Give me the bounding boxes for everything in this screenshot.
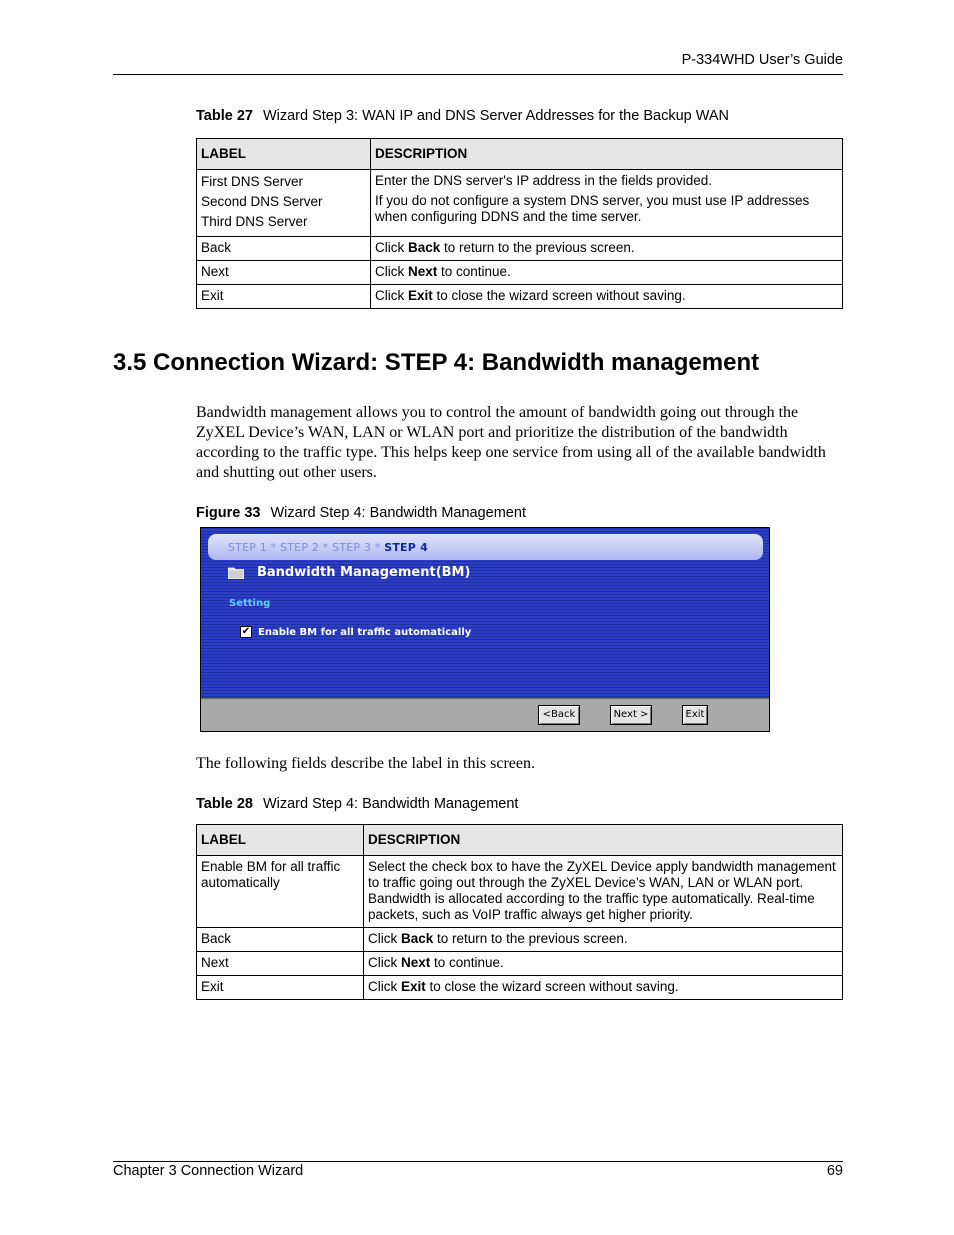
row-label: Enable BM for all traffic automatically: [197, 856, 364, 928]
table-27: [196, 138, 843, 309]
table-28-label: Table 28: [196, 796, 253, 812]
exit-button[interactable]: Exit: [682, 705, 708, 725]
page-header: [113, 50, 843, 75]
description-text: to close the wizard screen without saving.: [425, 979, 679, 994]
table-row: [197, 170, 843, 237]
wizard-screenshot: [200, 527, 770, 732]
row-label: Back: [197, 928, 364, 952]
row-description: [364, 928, 843, 952]
back-button[interactable]: <Back: [538, 705, 580, 725]
screen-title: Bandwidth Management(BM): [257, 565, 471, 580]
enable-bm-label: Enable BM for all traffic automatically: [258, 627, 472, 638]
figure-33-label: Figure 33: [196, 505, 261, 521]
table-27-title: Wizard Step 3: WAN IP and DNS Server Addresses for the Backup WAN: [262, 108, 730, 124]
description-text: to return to the previous screen.: [433, 931, 628, 946]
step-indicator: [228, 541, 428, 554]
description-text: Click: [375, 264, 408, 279]
row-description: [371, 237, 843, 261]
table-28-caption: [196, 796, 518, 812]
column-header-description: DESCRIPTION: [371, 139, 843, 170]
description-text: Click: [375, 288, 408, 303]
row-label: [197, 170, 371, 237]
table-row: [197, 237, 843, 261]
table-row: [197, 856, 843, 928]
row-label: Back: [197, 237, 371, 261]
description-keyword: Back: [408, 240, 441, 255]
description-text: If you do not configure a system DNS server, you must use IP addresses when configuring DDNS and the time server.: [375, 193, 810, 224]
enable-bm-checkbox[interactable]: ✔: [241, 626, 251, 637]
table-row: [197, 285, 843, 309]
row-description: [371, 261, 843, 285]
intro-paragraph: Bandwidth management allows you to control the amount of bandwidth going out through the ZyXEL Device’s WAN, LAN or WLAN port and prioritize the distribution of the bandwidth according to the traffic type. This helps keep one service from using all of the available bandwidth and shutting out other users.: [196, 404, 826, 481]
figure-33-caption: [196, 505, 526, 521]
table-header-row: [197, 139, 843, 170]
step-progress-bar: [208, 534, 763, 560]
row-label: Next: [197, 261, 371, 285]
table-row: [197, 976, 843, 1000]
description-keyword: Exit: [408, 288, 433, 303]
guide-title: P-334WHD User’s Guide: [681, 52, 843, 68]
current-step: STEP 4: [384, 541, 428, 554]
row-description: Select the check box to have the ZyXEL Device apply bandwidth management to traffic going out through the ZyXEL Device’s WAN, LAN or WLAN port. Bandwidth is allocated according to the traffic type automatically. Real-time packets, such as VoIP traffic always get higher priority.: [364, 856, 843, 928]
chapter-title: Chapter 3 Connection Wizard: [113, 1163, 304, 1179]
next-button[interactable]: Next >: [610, 705, 652, 725]
first-dns-label: First DNS Server: [201, 174, 304, 189]
figure-33-title: Wizard Step 4: Bandwidth Management: [270, 505, 526, 521]
row-description: [364, 976, 843, 1000]
description-keyword: Exit: [401, 979, 426, 994]
row-description: [364, 952, 843, 976]
description-keyword: Next: [401, 955, 431, 970]
description-text: Click: [368, 955, 401, 970]
description-text: Click: [368, 979, 401, 994]
table-row: [197, 952, 843, 976]
description-keyword: Next: [408, 264, 438, 279]
row-label: Exit: [197, 285, 371, 309]
row-description: [371, 170, 843, 237]
column-header-label: LABEL: [197, 825, 364, 856]
page-number: 69: [826, 1163, 843, 1179]
folder-icon: [228, 566, 244, 579]
table-header-row: [197, 825, 843, 856]
page-footer: [113, 1161, 843, 1179]
description-text: Enter the DNS server's IP address in the fields provided.: [375, 173, 712, 188]
completed-steps: STEP 1 * STEP 2 * STEP 3 *: [228, 541, 385, 554]
fields-intro: The following fields describe the label in this screen.: [196, 755, 536, 772]
table-row: [197, 261, 843, 285]
table-28: [196, 824, 843, 1000]
description-text: to continue.: [430, 955, 504, 970]
table-27-caption: [196, 108, 729, 124]
table-27-label: Table 27: [196, 108, 253, 124]
description-text: to close the wizard screen without saving.: [432, 288, 686, 303]
setting-heading: Setting: [229, 598, 271, 609]
column-header-description: DESCRIPTION: [364, 825, 843, 856]
description-text: to return to the previous screen.: [440, 240, 635, 255]
row-label: Next: [197, 952, 364, 976]
description-text: Click: [375, 240, 408, 255]
wizard-button-bar: [201, 698, 769, 731]
section-title: 3.5 Connection Wizard: STEP 4: Bandwidth management: [113, 349, 760, 376]
table-row: [197, 928, 843, 952]
third-dns-label: Third DNS Server: [201, 214, 308, 229]
row-description: [371, 285, 843, 309]
description-keyword: Back: [401, 931, 434, 946]
column-header-label: LABEL: [197, 139, 371, 170]
table-28-title: Wizard Step 4: Bandwidth Management: [262, 796, 519, 812]
description-text: to continue.: [437, 264, 511, 279]
row-label: Exit: [197, 976, 364, 1000]
second-dns-label: Second DNS Server: [201, 194, 323, 209]
description-text: Click: [368, 931, 401, 946]
